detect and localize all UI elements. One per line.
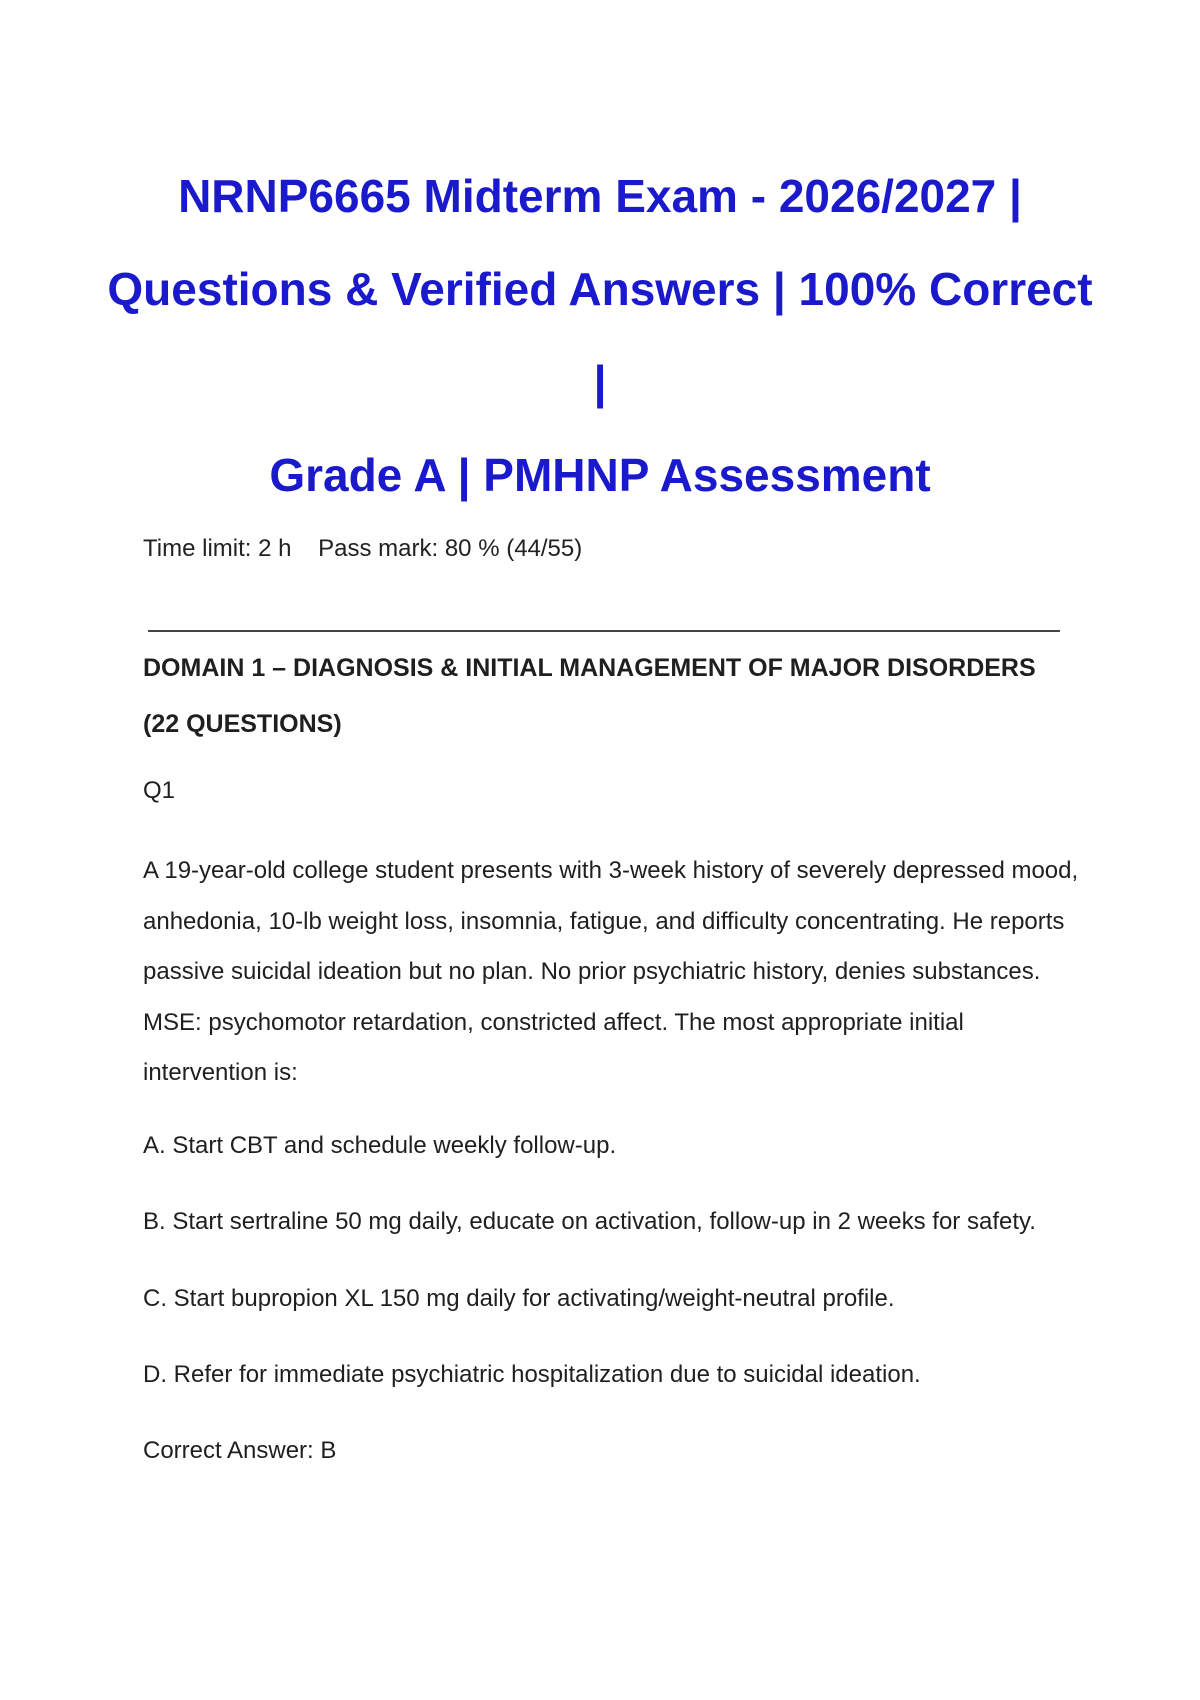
title-line-2: Questions & Verified Answers | 100% Correct | bbox=[107, 263, 1093, 408]
question-number: Q1 bbox=[143, 777, 176, 804]
title-line-1: NRNP6665 Midterm Exam - 2026/2027 | bbox=[178, 170, 1022, 222]
domain-heading-line-1: DOMAIN 1 – DIAGNOSIS & INITIAL MANAGEMENT OF MAJOR DISORDERS bbox=[143, 654, 1036, 682]
document-title bbox=[100, 150, 1100, 522]
stem-line-2: anhedonia, 10-lb weight loss, insomnia, fatigue, and difficulty concentrating. He reports bbox=[143, 907, 1065, 935]
title-line-3: Grade A | PMHNP Assessment bbox=[269, 449, 931, 501]
correct-answer: Correct Answer: B bbox=[143, 1437, 337, 1464]
option-b: B. Start sertraline 50 mg daily, educate on activation, follow-up in 2 weeks for safety. bbox=[143, 1208, 1036, 1235]
exam-meta: Time limit: 2 h Pass mark: 80 % (44/55) bbox=[143, 535, 583, 562]
question-stem bbox=[143, 846, 1083, 1099]
stem-line-3: passive suicidal ideation but no plan. No prior psychiatric history, denies substances. bbox=[143, 958, 1041, 985]
option-d: D. Refer for immediate psychiatric hospitalization due to suicidal ideation. bbox=[143, 1361, 921, 1388]
stem-line-1: A 19-year-old college student presents with 3-week history of severely depressed mood, bbox=[143, 857, 1079, 884]
section-divider bbox=[148, 630, 1060, 632]
domain-heading bbox=[143, 640, 1083, 752]
stem-line-5: intervention is: bbox=[143, 1059, 298, 1086]
option-c: C. Start bupropion XL 150 mg daily for activating/weight-neutral profile. bbox=[143, 1285, 895, 1312]
stem-line-4: MSE: psychomotor retardation, constricted affect. The most appropriate initial bbox=[143, 1008, 964, 1036]
option-a: A. Start CBT and schedule weekly follow-up. bbox=[143, 1132, 617, 1159]
domain-heading-line-2: (22 QUESTIONS) bbox=[143, 710, 342, 738]
